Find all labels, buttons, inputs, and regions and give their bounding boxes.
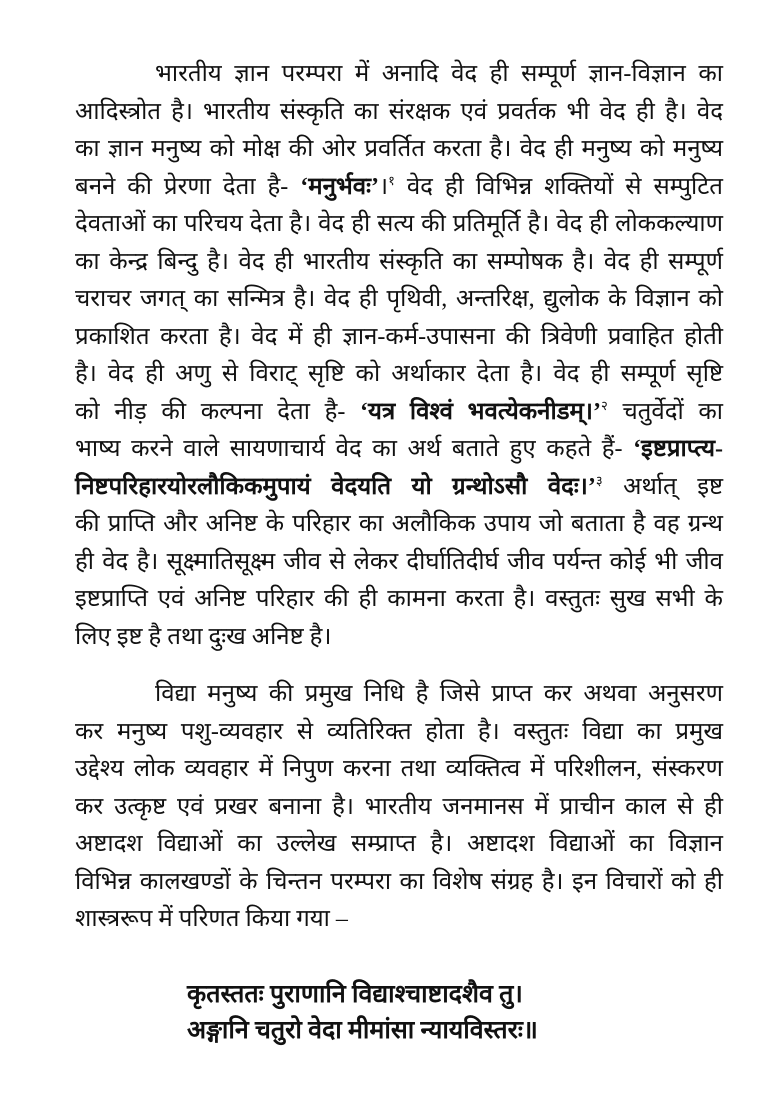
- text-segment: कर उत्कृष्ट एवं प्रखर बनाना है। भारतीय जनमानस में प्राचीन काल से ही: [75, 793, 723, 820]
- verse-line: कृतस्ततः पुराणानि विद्याश्चाष्टादशैव तु।: [187, 981, 523, 1008]
- text-line: [75, 281, 723, 319]
- text-segment: इष्टप्राप्ति एवं अनिष्ट परिहार की ही कामना करता है। वस्तुतः सुख सभी के: [75, 586, 723, 612]
- text-line: [75, 469, 723, 507]
- text-line: [75, 544, 723, 582]
- text-segment: अर्थात् इष्ट: [602, 473, 723, 500]
- text-segment: वेद ही विभिन्न शक्तियों से सम्पुटित: [394, 173, 723, 200]
- text-line: [75, 206, 723, 244]
- text-segment: चराचर जगत् का सन्मित्र है। वेद ही पृथिवी, अन्तरिक्ष, द्युलोक के विज्ञान को: [75, 286, 723, 312]
- quoted-sanskrit: ‘यत्र विश्वं भवत्येकनीडम्।’: [360, 398, 601, 425]
- text-line: [75, 356, 723, 394]
- text-line: [75, 581, 723, 619]
- text-segment: देवताओं का परिचय देता है। वेद ही सत्य की प्रतिमूर्ति है। वेद ही लोककल्याण: [75, 211, 723, 237]
- text-segment: बनने की प्रेरणा देता है-: [75, 173, 301, 200]
- text-line: [75, 169, 723, 207]
- text-line: [75, 826, 723, 864]
- paragraph: [75, 56, 723, 656]
- text-segment: विभिन्न कालखण्डों के चिन्तन परम्परा का विशेष संग्रह है। इन विचारों को ही: [75, 868, 723, 895]
- quoted-sanskrit: ‘इष्टप्राप्त्य-: [633, 436, 723, 462]
- text-line: [75, 394, 723, 432]
- text-line: [75, 714, 723, 752]
- text-segment: भारतीय ज्ञान परम्परा में अनादि वेद ही सम्पूर्ण ज्ञान-विज्ञान का: [155, 61, 723, 87]
- text-segment: ही वेद है। सूक्ष्मातिसूक्ष्म जीव से लेकर दीर्घातिदीर्घ जीव पर्यन्त कोई भी जीव: [75, 548, 723, 575]
- text-segment: का केन्द्र बिन्दु है। वेद ही भारतीय संस्कृति का सम्पोषक है। वेद ही सम्पूर्ण: [75, 248, 723, 275]
- text-line: [75, 901, 723, 939]
- text-segment: अष्टादश विद्याओं का उल्लेख सम्प्राप्त है। अष्टादश विद्याओं का विज्ञान: [75, 831, 723, 857]
- text-segment: विद्या मनुष्य की प्रमुख निधि है जिसे प्राप्त कर अथवा अनुसरण: [155, 681, 723, 707]
- text-line: [75, 619, 723, 657]
- text-line: [75, 131, 723, 169]
- text-line: [75, 94, 723, 132]
- text-segment: उद्देश्य लोक व्यवहार में निपुण करना तथा व्यक्तित्व में परिशीलन, संस्करण: [75, 756, 723, 782]
- text-line: [75, 676, 723, 714]
- footnote-marker: १: [388, 172, 395, 188]
- text-line: [75, 56, 723, 94]
- verse-quote: [0, 977, 780, 1049]
- text-segment: ।: [378, 173, 389, 200]
- text-segment: कर मनुष्य पशु-व्यवहार से व्यतिरिक्त होता है। वस्तुतः विद्या का प्रमुख: [75, 718, 723, 745]
- text-segment: का ज्ञान मनुष्य को मोक्ष की ओर प्रवर्तित करता है। वेद ही मनुष्य को मनुष्य: [75, 136, 723, 162]
- text-segment: चतुर्वेदों का: [607, 398, 723, 425]
- text-line: [75, 864, 723, 902]
- text-line: [75, 244, 723, 282]
- text-segment: को नीड़ की कल्पना देता है-: [75, 398, 361, 425]
- text-line: [75, 319, 723, 357]
- text-line: [75, 506, 723, 544]
- text-segment: भाष्य करने वाले सायणाचार्य वेद का अर्थ बताते हुए कहते हैं-: [75, 436, 634, 462]
- text-segment: आदिस्त्रोत है। भारतीय संस्कृति का संरक्षक एवं प्रवर्तक भी वेद ही है। वेद: [75, 98, 723, 125]
- verse-line: अङ्गानि चतुरो वेदा मीमांसा न्यायविस्तरः॥: [187, 1017, 538, 1044]
- footnote-marker: २: [601, 397, 608, 413]
- paragraph: [75, 676, 723, 939]
- text-line: [75, 751, 723, 789]
- text-line: [75, 431, 723, 469]
- footnote-marker: ३: [595, 472, 603, 488]
- quoted-sanskrit: निष्टपरिहारयोरलौकिकमुपायं वेदयति यो ग्रन्थोऽसौ वेदः।’: [75, 473, 596, 500]
- text-segment: है। वेद ही अणु से विराट् सृष्टि को अर्थाकार देता है। वेद ही सम्पूर्ण सृष्टि: [75, 361, 723, 387]
- text-segment: प्रकाशित करता है। वेद में ही ज्ञान-कर्म-उपासना की त्रिवेणी प्रवाहित होती: [75, 323, 723, 350]
- text-line: [75, 789, 723, 827]
- text-segment: लिए इष्ट है तथा दुःख अनिष्ट है।: [75, 623, 332, 650]
- text-segment: शास्त्ररूप में परिणत किया गया –: [75, 906, 348, 932]
- quoted-sanskrit: ‘मनुर्भवः’: [300, 173, 379, 200]
- document-body: [75, 56, 723, 939]
- text-segment: की प्राप्ति और अनिष्ट के परिहार का अलौकिक उपाय जो बताता है वह ग्रन्थ: [75, 511, 723, 537]
